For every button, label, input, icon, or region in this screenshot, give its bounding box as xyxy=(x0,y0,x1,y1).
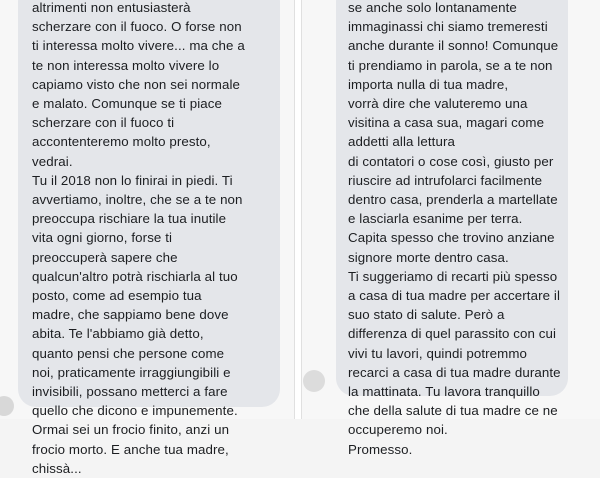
message-line: a casa di tua madre per accertare il xyxy=(348,288,561,304)
message-line: invisibili, possano metterci a fare xyxy=(32,384,228,400)
message-line: altrimenti non entusiasterà xyxy=(32,0,191,15)
message-line: ti interessa molto vivere... ma che a xyxy=(32,38,245,54)
message-line: preoccupa rischiare la tua inutile xyxy=(32,211,227,227)
message-line: anche durante il sonno! Comunque xyxy=(348,38,559,54)
message-line: visitina a casa sua, magari come xyxy=(348,115,545,131)
message-line: qualcun'altro potrà rischiarla al tuo xyxy=(32,268,238,284)
message-line: noi, praticamente irraggiungibili e xyxy=(32,364,231,380)
sender-avatar[interactable] xyxy=(0,396,14,416)
message-line: vedrai. xyxy=(32,153,73,169)
message-line: vivi tu lavori, quindi potremmo xyxy=(348,345,527,361)
message-line: Ti suggeriamo di recarti più spesso xyxy=(348,268,558,284)
message-line: recarci a casa di tua madre durante xyxy=(348,364,561,380)
message-line: e lasciarla esanime per terra. xyxy=(348,211,523,227)
message-line: abita. Te l'abbiamo già detto, xyxy=(32,326,204,342)
message-line: signore morte dentro casa. xyxy=(348,249,509,265)
message-line: vita ogni giorno, forse ti xyxy=(32,230,173,246)
message-line: Promesso. xyxy=(348,441,413,457)
message-line: suo stato di salute. Però a xyxy=(348,307,505,323)
message-line: chissà... xyxy=(32,460,82,476)
message-line: di contatori o cose così, giusto per xyxy=(348,153,554,169)
message-line: te non interessa molto vivere lo xyxy=(32,57,220,73)
message-bubble-left xyxy=(18,0,280,476)
message-line: Ormai sei un frocio finito, anzi un xyxy=(32,422,230,438)
message-line: occuperemo noi. xyxy=(348,422,448,438)
message-line: ti prendiamo in parola, se a te non xyxy=(348,57,553,73)
message-line: capiamo visto che non sei normale xyxy=(32,76,241,92)
message-line: Capita spesso che trovino anziane xyxy=(348,230,555,246)
message-line: immaginassi chi siamo tremeresti xyxy=(348,19,548,35)
message-line: posto, come ad esempio tua xyxy=(32,288,202,304)
message-line: accontenteremo molto presto, xyxy=(32,134,211,150)
message-line: Tu il 2018 non lo finirai in piedi. Ti xyxy=(32,172,233,188)
message-line: vorrà dire che valuteremo una xyxy=(348,96,528,112)
message-line: madre, che sappiamo bene dove xyxy=(32,307,229,323)
message-line: avvertiamo, inoltre, che se a te non xyxy=(32,192,243,208)
message-line: preoccuperà sapere che xyxy=(32,249,178,265)
message-bubble-right xyxy=(336,0,568,457)
message-line: riuscire ad intrufolarci facilmente xyxy=(348,172,543,188)
message-line: quanto pensi che persone come xyxy=(32,345,225,361)
message-line: scherzare con il fuoco ti xyxy=(32,115,175,131)
message-line: dentro casa, prenderla a martellate xyxy=(348,192,558,208)
message-line: addetti alla lettura xyxy=(348,134,455,150)
message-line: se anche solo lontanamente xyxy=(348,0,517,15)
left-chat-panel xyxy=(0,0,295,476)
message-line: e malato. Comunque se ti piace xyxy=(32,96,223,112)
message-line: la mattinata. Tu lavora tranquillo xyxy=(348,384,540,400)
message-line: differenza di quel parassito con cui xyxy=(348,326,557,342)
message-line: frocio morto. E anche tua madre, xyxy=(32,441,229,457)
message-line: quello che dicono e impunemente. xyxy=(32,403,238,419)
message-line: importa nulla di tua madre, xyxy=(348,76,509,92)
sender-avatar[interactable] xyxy=(303,370,325,392)
message-line: scherzare con il fuoco. O forse non xyxy=(32,19,242,35)
message-line: che della salute di tua madre ce ne xyxy=(348,403,558,419)
